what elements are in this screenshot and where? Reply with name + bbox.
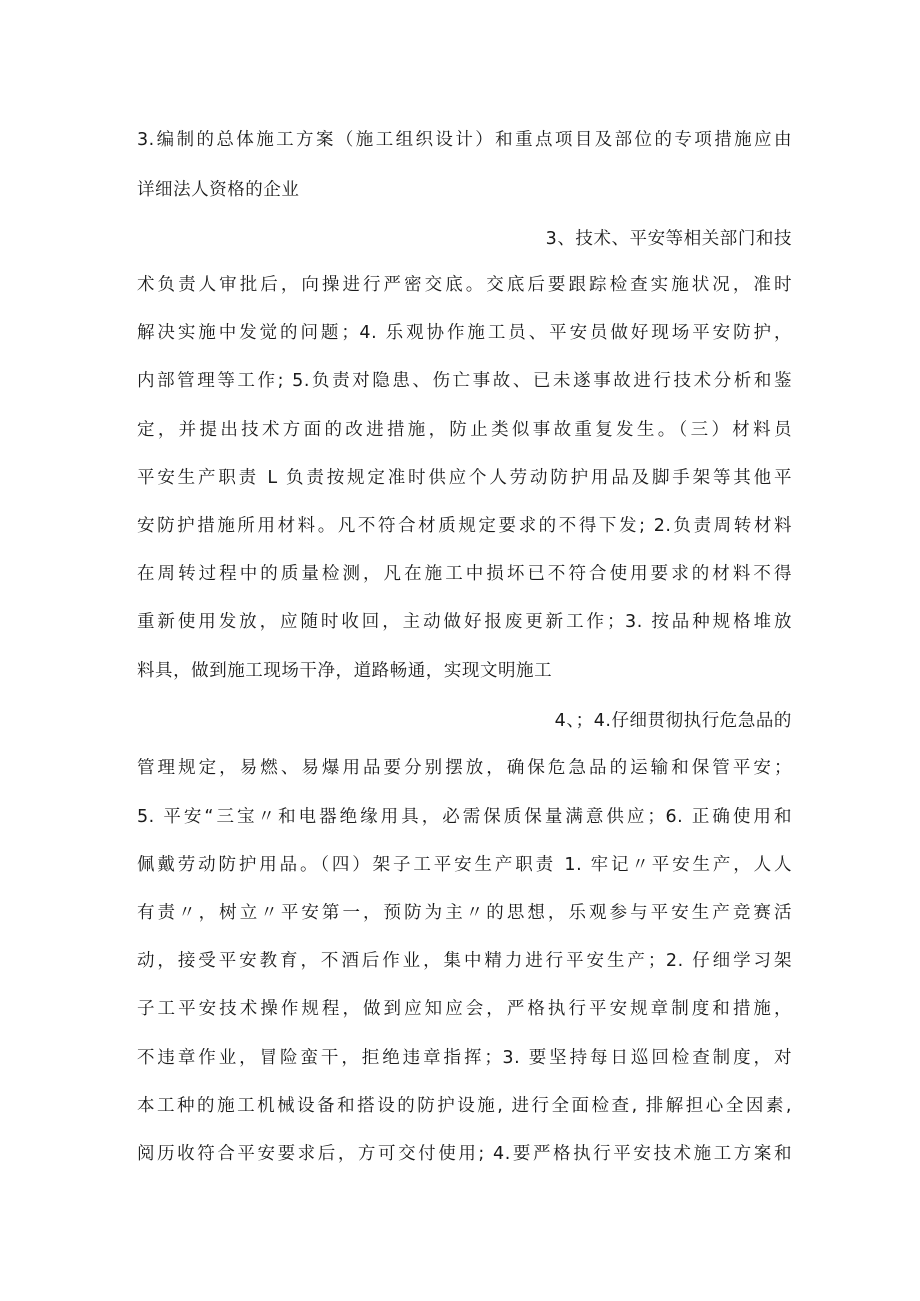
text-line-6: 内部管理等工作; 5.负责对隐患、伤亡事故、已未遂事故进行技术分析和鉴	[137, 371, 792, 391]
text-line-7: 定，并提出技术方面的改进措施，防止类似事故重复发生。（三）材料员	[137, 420, 792, 440]
text-line-19: 子工平安技术操作规程，做到应知应会，严格执行平安规章制度和措施，	[137, 999, 792, 1019]
text-line-16: 佩戴劳动防护用品。（四）架子工平安生产职责 1. 牢记〃平安生产，人人	[137, 855, 792, 875]
text-line-2: 详细法人资格的企业	[137, 180, 300, 200]
text-line-1: 3.编制的总体施工方案（施工组织设计）和重点项目及部位的专项措施应由	[137, 130, 792, 150]
text-line-17: 有责〃，树立〃平安第一，预防为主〃的思想，乐观参与平安生产竞赛活	[137, 903, 792, 923]
text-line-3: 3、技术、平安等相关部门和技	[545, 229, 792, 249]
text-line-8: 平安生产职责 L 负责按规定准时供应个人劳动防护用品及脚手架等其他平	[137, 468, 792, 488]
text-line-22: 阅历收符合平安要求后，方可交付使用; 4.要严格执行平安技术施工方案和	[137, 1144, 792, 1164]
text-line-15: 5. 平安“三宝〃和电器绝缘用具，必需保质保量满意供应；6. 正确使用和	[137, 807, 792, 827]
text-line-21: 本工种的施工机械设备和搭设的防护设施, 进行全面检查, 排解担心全因素,	[137, 1096, 792, 1116]
text-line-13: 4、；4.仔细贯彻执行危急品的	[554, 711, 792, 731]
text-line-5: 解决实施中发觉的问题；4. 乐观协作施工员、平安员做好现场平安防护，	[137, 323, 792, 343]
text-line-10: 在周转过程中的质量检测，凡在施工中损坏已不符合使用要求的材料不得	[137, 564, 792, 584]
text-line-14: 管理规定，易燃、易爆用品要分别摆放，确保危急品的运输和保管平安；	[137, 758, 792, 778]
text-line-11: 重新使用发放，应随时收回，主动做好报废更新工作；3. 按品种规格堆放	[137, 612, 792, 632]
text-line-9: 安防护措施所用材料。凡不符合材质规定要求的不得下发; 2.负责周转材料	[137, 516, 792, 536]
text-line-18: 动，接受平安教育，不酒后作业，集中精力进行平安生产；2. 仔细学习架	[137, 951, 792, 971]
text-line-20: 不违章作业，冒险蛮干，拒绝违章指挥；3. 要坚持每日巡回检查制度，对	[137, 1048, 792, 1068]
text-line-4: 术负责人审批后，向操进行严密交底。交底后要跟踪检查实施状况，准时	[137, 275, 792, 295]
text-line-12: 料具，做到施工现场干净，道路畅通，实现文明施工	[137, 661, 553, 681]
